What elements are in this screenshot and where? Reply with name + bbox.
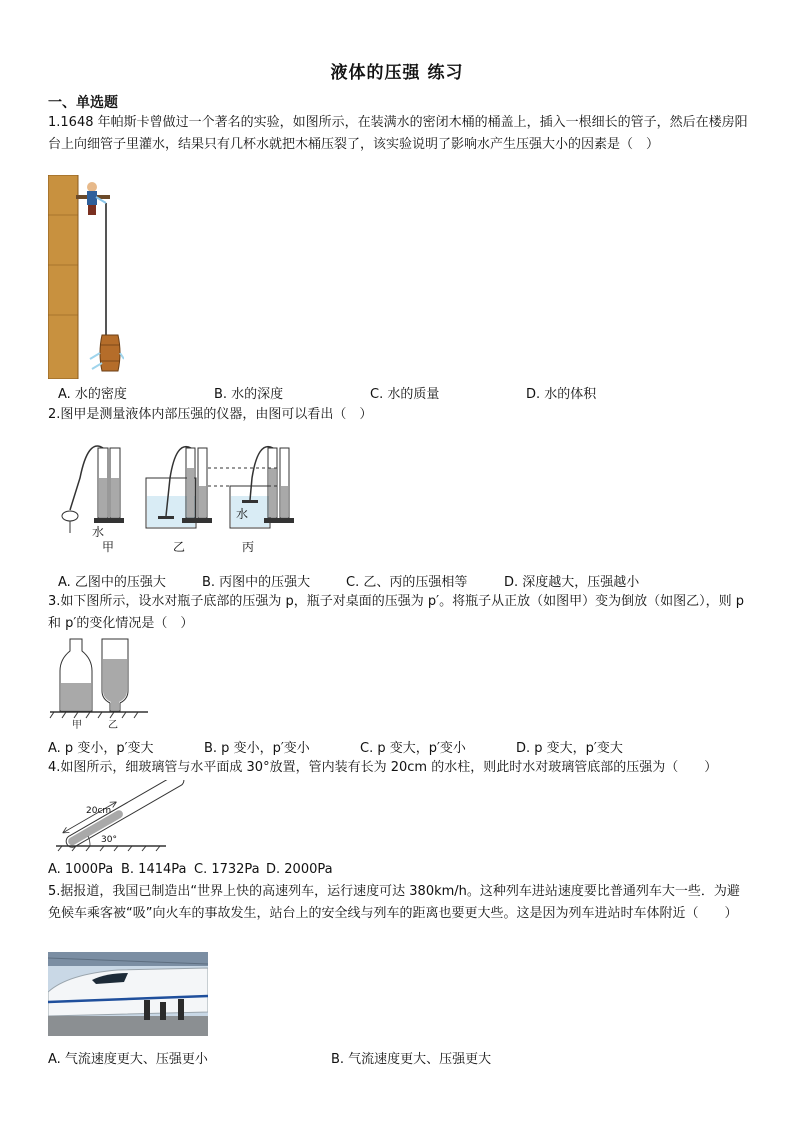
q2-label-jia: 甲: [102, 540, 115, 554]
q2-water-label-bing: 水: [236, 507, 249, 521]
q3-option-a[interactable]: A. p 变小，p′变大: [48, 741, 154, 756]
q2-label-yi: 乙: [173, 540, 186, 554]
bottle-figure: [48, 637, 158, 731]
q4-option-c[interactable]: C. 1732Pa: [194, 862, 260, 877]
question-2-options: [48, 571, 748, 591]
q2-water-label-yi: 水: [92, 525, 105, 539]
q1-option-a[interactable]: A. 水的密度: [58, 387, 127, 402]
q1-option-d[interactable]: D. 水的体积: [526, 387, 597, 402]
question-4-text: 4.如图所示，细玻璃管与水平面成 30°放置，管内装有长为 20cm 的水柱，则此时水对玻璃管底部的压强为（ ）: [48, 760, 718, 775]
q2-label-bing: 丙: [242, 540, 255, 554]
section-heading: 一、单选题: [48, 95, 118, 111]
tilted-tube-figure: [56, 780, 186, 852]
q1-option-b[interactable]: B. 水的深度: [214, 387, 284, 402]
question-3-options: [48, 737, 748, 757]
q3-label-yi: 乙: [108, 720, 118, 731]
page-title: 液体的压强 练习: [330, 63, 464, 83]
question-4-options: [48, 862, 748, 882]
q4-angle-label: 30°: [101, 835, 117, 845]
question-5-text: 5.据报道，我国已制造出“世界上快的高速列车，运行速度可达 380km/h。这种列车进站速度要比普通列车大一些．为避免候车乘客被“吸”向火车的事故发生，站台上的安全线与列车的距离也要更大些。这是因为列车进站时车体附近（ ）: [48, 884, 740, 921]
q3-option-c[interactable]: C. p 变大，p′变小: [360, 741, 466, 756]
q3-option-d[interactable]: D. p 变大，p′变大: [516, 741, 623, 756]
q4-length-label: 20cm: [86, 806, 112, 816]
bottle-inverted: [102, 639, 128, 711]
q5-option-b[interactable]: B. 气流速度更大、压强更大: [331, 1052, 492, 1067]
q4-option-d[interactable]: D. 2000Pa: [266, 862, 333, 877]
high-speed-train-photo: [48, 952, 208, 1036]
q4-option-a[interactable]: A. 1000Pa: [48, 862, 114, 877]
q2-option-b[interactable]: B. 丙图中的压强大: [202, 575, 311, 590]
question-5-options: [48, 1048, 748, 1068]
q2-option-c[interactable]: C. 乙、丙的压强相等: [346, 575, 468, 590]
q4-option-b[interactable]: B. 1414Pa: [121, 862, 187, 877]
gauge-yi: [146, 447, 212, 528]
q2-option-d[interactable]: D. 深度越大，压强越小: [504, 575, 640, 590]
gauge-jia: [62, 446, 124, 533]
question-2-text: 2.图甲是测量液体内部压强的仪器，由图可以看出（ ）: [48, 407, 373, 422]
question-3-text: 3.如下图所示，设水对瓶子底部的压强为 p，瓶子对桌面的压强为 p′。将瓶子从正放（如图甲）变为倒放（如图乙），则 p 和 p′的变化情况是（ ）: [48, 594, 745, 631]
q3-label-jia: 甲: [72, 720, 82, 731]
bottle-upright: [60, 639, 92, 711]
question-1-text: 1.1648 年帕斯卡曾做过一个著名的实验，如图所示，在装满水的密闭木桶的桶盖上，插入一根细长的管子，然后在楼房阳台上向细管子里灌水，结果只有几杯水就把木桶压裂了，该实验说明了影响水产生压强大小的因素是（ ）: [48, 115, 748, 152]
question-1-options: [48, 383, 748, 403]
gauge-bing: [208, 447, 294, 528]
q1-option-c[interactable]: C. 水的质量: [370, 387, 440, 402]
q3-option-b[interactable]: B. p 变小，p′变小: [204, 741, 310, 756]
q5-option-a[interactable]: A. 气流速度更大、压强更小: [48, 1052, 208, 1067]
pascal-barrel-figure: [48, 175, 124, 379]
q2-option-a[interactable]: A. 乙图中的压强大: [58, 575, 166, 590]
